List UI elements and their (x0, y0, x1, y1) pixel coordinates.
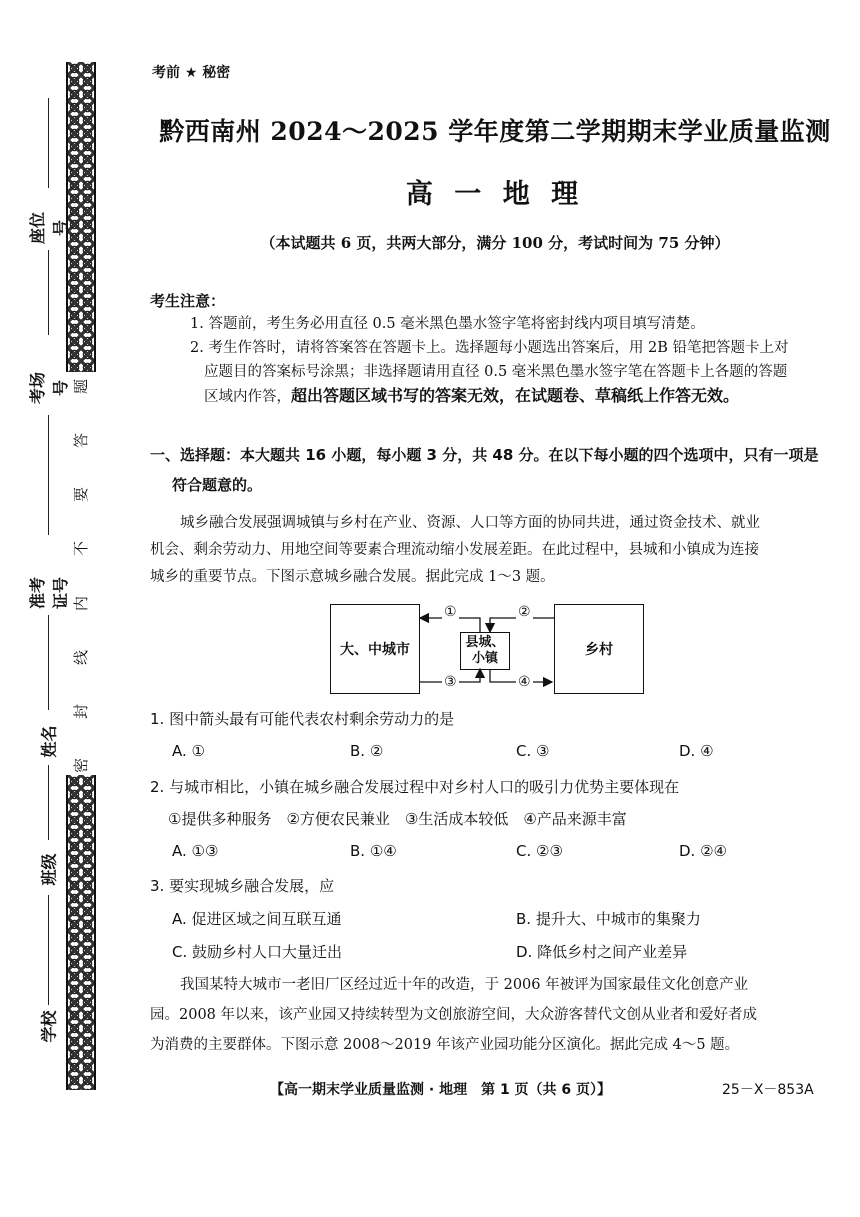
room-line[interactable] (48, 250, 49, 335)
section-1-heading-line1: 一、选择题：本大题共 16 小题，每小题 3 分，共 48 分。在以下每小题的四个选项中，只有一项是 (150, 446, 819, 464)
seal-char: 题 (72, 378, 91, 395)
ticket-line[interactable] (48, 415, 49, 535)
town-box-line2: 小镇 (471, 651, 498, 666)
town-box-line1: 县城、 (465, 635, 505, 650)
notice-block (190, 312, 830, 409)
urban-rural-diagram (330, 604, 660, 696)
q2-option-a[interactable]: A. ①③ (172, 842, 219, 860)
class-label: 班级 (39, 853, 59, 886)
binding-pattern-bottom (66, 775, 96, 1090)
notice-item-1: 1. 答题前，考生务必用直径 0.5 毫米黑色墨水签字笔将密封线内项目填写清楚。 (190, 316, 705, 332)
school-line[interactable] (48, 895, 49, 1005)
notice-heading: 考生注意： (150, 292, 226, 310)
material-1-line2: 机会、剩余劳动力、用地空间等要素合理流动缩小发展差距。在此过程中，县城和小镇成为连接 (150, 542, 759, 558)
village-box: 乡村 (554, 604, 644, 694)
seal-line-text (68, 376, 94, 776)
q2-option-b[interactable]: B. ①④ (350, 842, 397, 860)
ticket-number-label: 准考证号 (28, 577, 70, 610)
q3-option-c[interactable]: C. 鼓励乡村人口大量迁出 (172, 943, 343, 961)
seat-number-label: 座位号 (28, 212, 70, 245)
seal-char: 线 (72, 649, 91, 665)
notice-item-2c-bold: 超出答题区域书写的答案无效，在试题卷、草稿纸上作答无效。 (291, 386, 740, 405)
page-footer: 【高一期末学业质量监测 · 地理 第 1 页（共 6 页）】 (270, 1082, 612, 1098)
q2-statements: ①提供多种服务 ②方便农民兼业 ③生活成本较低 ④产品来源丰富 (168, 810, 627, 828)
arrow-label-2: ② (518, 604, 531, 620)
question-1-stem: 1. 图中箭头最有可能代表农村剩余劳动力的是 (150, 710, 455, 728)
exam-title: 黔西南州 2024～2025 学年度第二学期期末学业质量监测 (159, 117, 831, 146)
seal-char: 不 (72, 541, 91, 557)
arrow-label-1: ① (444, 604, 457, 620)
material-2 (150, 970, 840, 1060)
seal-char: 内 (72, 595, 91, 611)
paper-code: 25－X－853A (722, 1082, 814, 1098)
notice-item-2b: 应题目的答案标号涂黑；非选择题请用直径 0.5 毫米黑色墨水签字笔在答题卡上各题的答题 (204, 364, 788, 380)
q2-option-d[interactable]: D. ②④ (679, 842, 727, 860)
school-label: 学校 (39, 1010, 59, 1043)
material-1 (150, 510, 840, 591)
secret-mark: 考前 ★ 秘密 (152, 65, 231, 81)
arrow-label-3: ③ (444, 674, 457, 690)
question-3-stem: 3. 要实现城乡融合发展，应 (150, 877, 335, 895)
q1-option-c[interactable]: C. ③ (516, 742, 550, 760)
exam-room-label: 考场号 (28, 372, 70, 405)
material-1-line3: 城乡的重要节点。下图示意城乡融合发展。据此完成 1～3 题。 (150, 569, 555, 585)
seat-line[interactable] (48, 98, 49, 188)
material-2-line3: 为消费的主要群体。下图示意 2008～2019 年该产业园功能分区演化。据此完成 4～5 题。 (150, 1037, 740, 1053)
q1-option-b[interactable]: B. ② (350, 742, 384, 760)
notice-item-2a: 2. 考生作答时，请将答案答在答题卡上。选择题每小题选出答案后，用 2B 铅笔把答题卡上对 (190, 340, 789, 356)
seal-char: 答 (72, 433, 91, 449)
material-1-line1: 城乡融合发展强调城镇与乡村在产业、资源、人口等方面的协同共进，通过资金技术、就业 (180, 515, 760, 531)
q3-option-d[interactable]: D. 降低乡村之间产业差异 (516, 943, 688, 961)
q3-option-a[interactable]: A. 促进区域之间互联互通 (172, 910, 342, 928)
class-line[interactable] (48, 765, 49, 840)
seal-char: 封 (72, 703, 91, 719)
arrow-1 (420, 618, 480, 632)
arrow-label-4: ④ (518, 674, 531, 690)
subject-title: 高 一 地 理 (405, 179, 585, 210)
arrow-2 (490, 618, 554, 632)
q2-option-c[interactable]: C. ②③ (516, 842, 563, 860)
name-label: 姓名 (39, 725, 59, 758)
exam-note: （本试题共 6 页，共两大部分，满分 100 分，考试时间为 75 分钟） (260, 234, 730, 252)
diagram-arrows (330, 604, 660, 696)
q1-option-a[interactable]: A. ① (172, 742, 205, 760)
notice-item-2c-normal: 区域内作答， (204, 389, 291, 405)
seal-char: 要 (72, 487, 91, 503)
material-2-line2: 园。2008 年以来，该产业园又持续转型为文创旅游空间，大众游客替代文创从业者和爱好者成 (150, 1007, 758, 1023)
question-2-stem: 2. 与城市相比，小镇在城乡融合发展过程中对乡村人口的吸引力优势主要体现在 (150, 778, 680, 796)
notice-item-2c (204, 384, 830, 409)
q1-option-d[interactable]: D. ④ (679, 742, 714, 760)
section-1-heading-line2: 符合题意的。 (172, 476, 263, 494)
city-box: 大、中城市 (330, 604, 420, 694)
name-line[interactable] (48, 615, 49, 710)
q3-option-b[interactable]: B. 提升大、中城市的集聚力 (516, 910, 701, 928)
section-1-heading (150, 440, 840, 500)
seal-char: 密 (72, 757, 91, 773)
material-2-line1: 我国某特大城市一老旧厂区经过近十年的改造，于 2006 年被评为国家最佳文化创意产业 (180, 977, 749, 993)
